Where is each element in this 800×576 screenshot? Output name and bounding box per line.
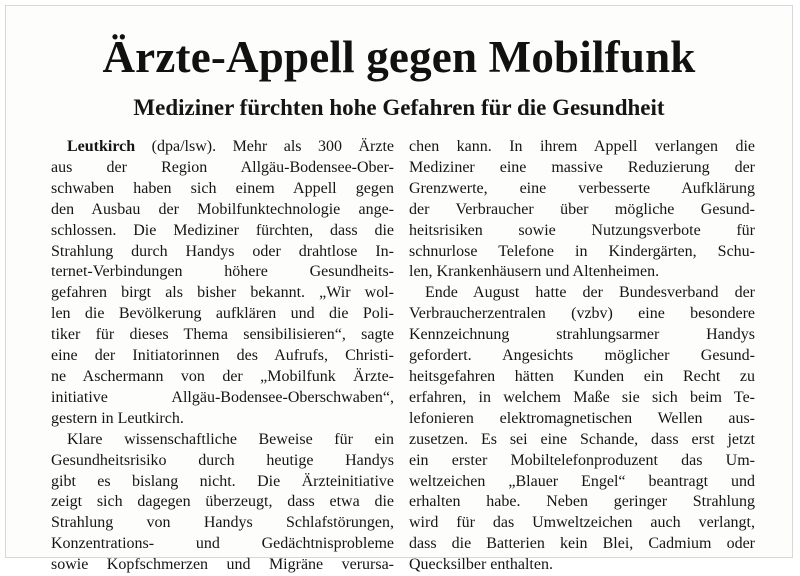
article-column-left: [51, 137, 394, 576]
article-line: Konzentrations- und Gedächtnisprobleme: [51, 535, 394, 553]
article-line: chen kann. In ihrem Appell verlangen die: [409, 138, 755, 155]
article-line: ne Aschermann von der „Mobilfunk Ärzte-: [51, 367, 394, 385]
subheadline: Mediziner fürchten hohe Gefahren für die Gesundheit: [133, 95, 665, 120]
article-line: erfahren, in welchem Maße sie sich beim Te-: [409, 388, 755, 406]
article-line: weltzeichen „Blauer Engel“ beantragt und: [409, 472, 755, 490]
dateline: Leutkirch: [67, 138, 136, 155]
article-line: len die Bevölkerung aufklären und die Poli-: [51, 305, 394, 323]
article-line: zusetzen. Es sei eine Schande, dass erst jetzt: [409, 430, 755, 448]
article-column-right: [409, 137, 755, 576]
article-line: Strahlung durch Handys oder drahtlose In-: [51, 242, 394, 260]
article-line: schlossen. Die Mediziner fürchten, dass die: [51, 221, 394, 239]
article-line: gefordert. Angesichts möglicher Gesund-: [409, 347, 755, 365]
article-line: Grenzwerte, eine verbesserte Aufklärung: [409, 179, 755, 197]
article-line: Quecksilber enthalten.: [409, 556, 553, 574]
article-line: Gesundheitsrisiko durch heutige Handys: [51, 451, 394, 469]
article-line: [51, 137, 394, 158]
article-line: Ende August hatte der Bundesverband der: [425, 284, 755, 302]
article-line: tiker für dieses Thema sensibilisieren“, sagte: [51, 326, 394, 344]
article-line: gestern in Leutkirch.: [51, 409, 184, 427]
article-line: lefonieren elektromagnetischen Wellen aus-: [409, 409, 755, 427]
article-line: initiative Allgäu-Bodensee-Oberschwaben“,: [51, 388, 394, 406]
article-line: Kennzeichnung strahlungsarmer Handys: [409, 326, 755, 344]
article-line: Verbraucherzentralen (vzbv) eine besondere: [409, 305, 755, 323]
article-line: schnurlose Telefone in Kindergärten, Schu-: [409, 242, 755, 260]
article-line: zeigt sich dagegen überzeugt, dass etwa die: [51, 493, 394, 511]
article-line: Klare wissenschaftliche Beweise für ein: [67, 430, 394, 448]
article-line: heitsgefahren hätten Kunden ein Recht zu: [409, 367, 755, 385]
article-line: sowie Kopfschmerzen und Migräne verursa-: [51, 556, 394, 574]
article-line: dass die Batterien kein Blei, Cadmium oder: [409, 535, 755, 553]
article-line: eine der Initiatorinnen des Aufrufs, Christi-: [51, 347, 394, 365]
article-line: ternet-Verbindungen höhere Gesundheits-: [51, 263, 394, 281]
article-line: wird für das Umweltzeichen auch verlangt,: [409, 514, 755, 532]
headline: Ärzte-Appell gegen Mobilfunk: [102, 32, 696, 82]
article-line: heitsrisiken sowie Nutzungsverbote für: [409, 221, 755, 239]
article-line: aus der Region Allgäu-Bodensee-Ober-: [51, 158, 394, 176]
article-line: gefahren birgt als bisher bekannt. „Wir wol-: [51, 284, 394, 302]
article-line: gibt es bislang nicht. Die Ärzteinitiative: [51, 472, 394, 490]
article-line: der Verbraucher über mögliche Gesund-: [409, 200, 755, 218]
newspaper-clipping: [5, 5, 793, 574]
article-line: erhalten habe. Neben geringer Strahlung: [409, 493, 755, 511]
article-line: Mediziner eine massive Reduzierung der: [409, 158, 755, 176]
article-line: len, Krankenhäusern und Altenheimen.: [409, 263, 660, 281]
article-line: Strahlung von Handys Schlafstörungen,: [51, 514, 394, 532]
article-line: den Ausbau der Mobilfunktechnologie ange-: [51, 200, 394, 218]
article-line: schwaben haben sich einem Appell gegen: [51, 179, 394, 197]
article-line: ein erster Mobiltelefonproduzent das Um-: [409, 451, 755, 469]
article-line-text: (dpa/lsw). Mehr als 300 Ärzte: [135, 138, 394, 155]
